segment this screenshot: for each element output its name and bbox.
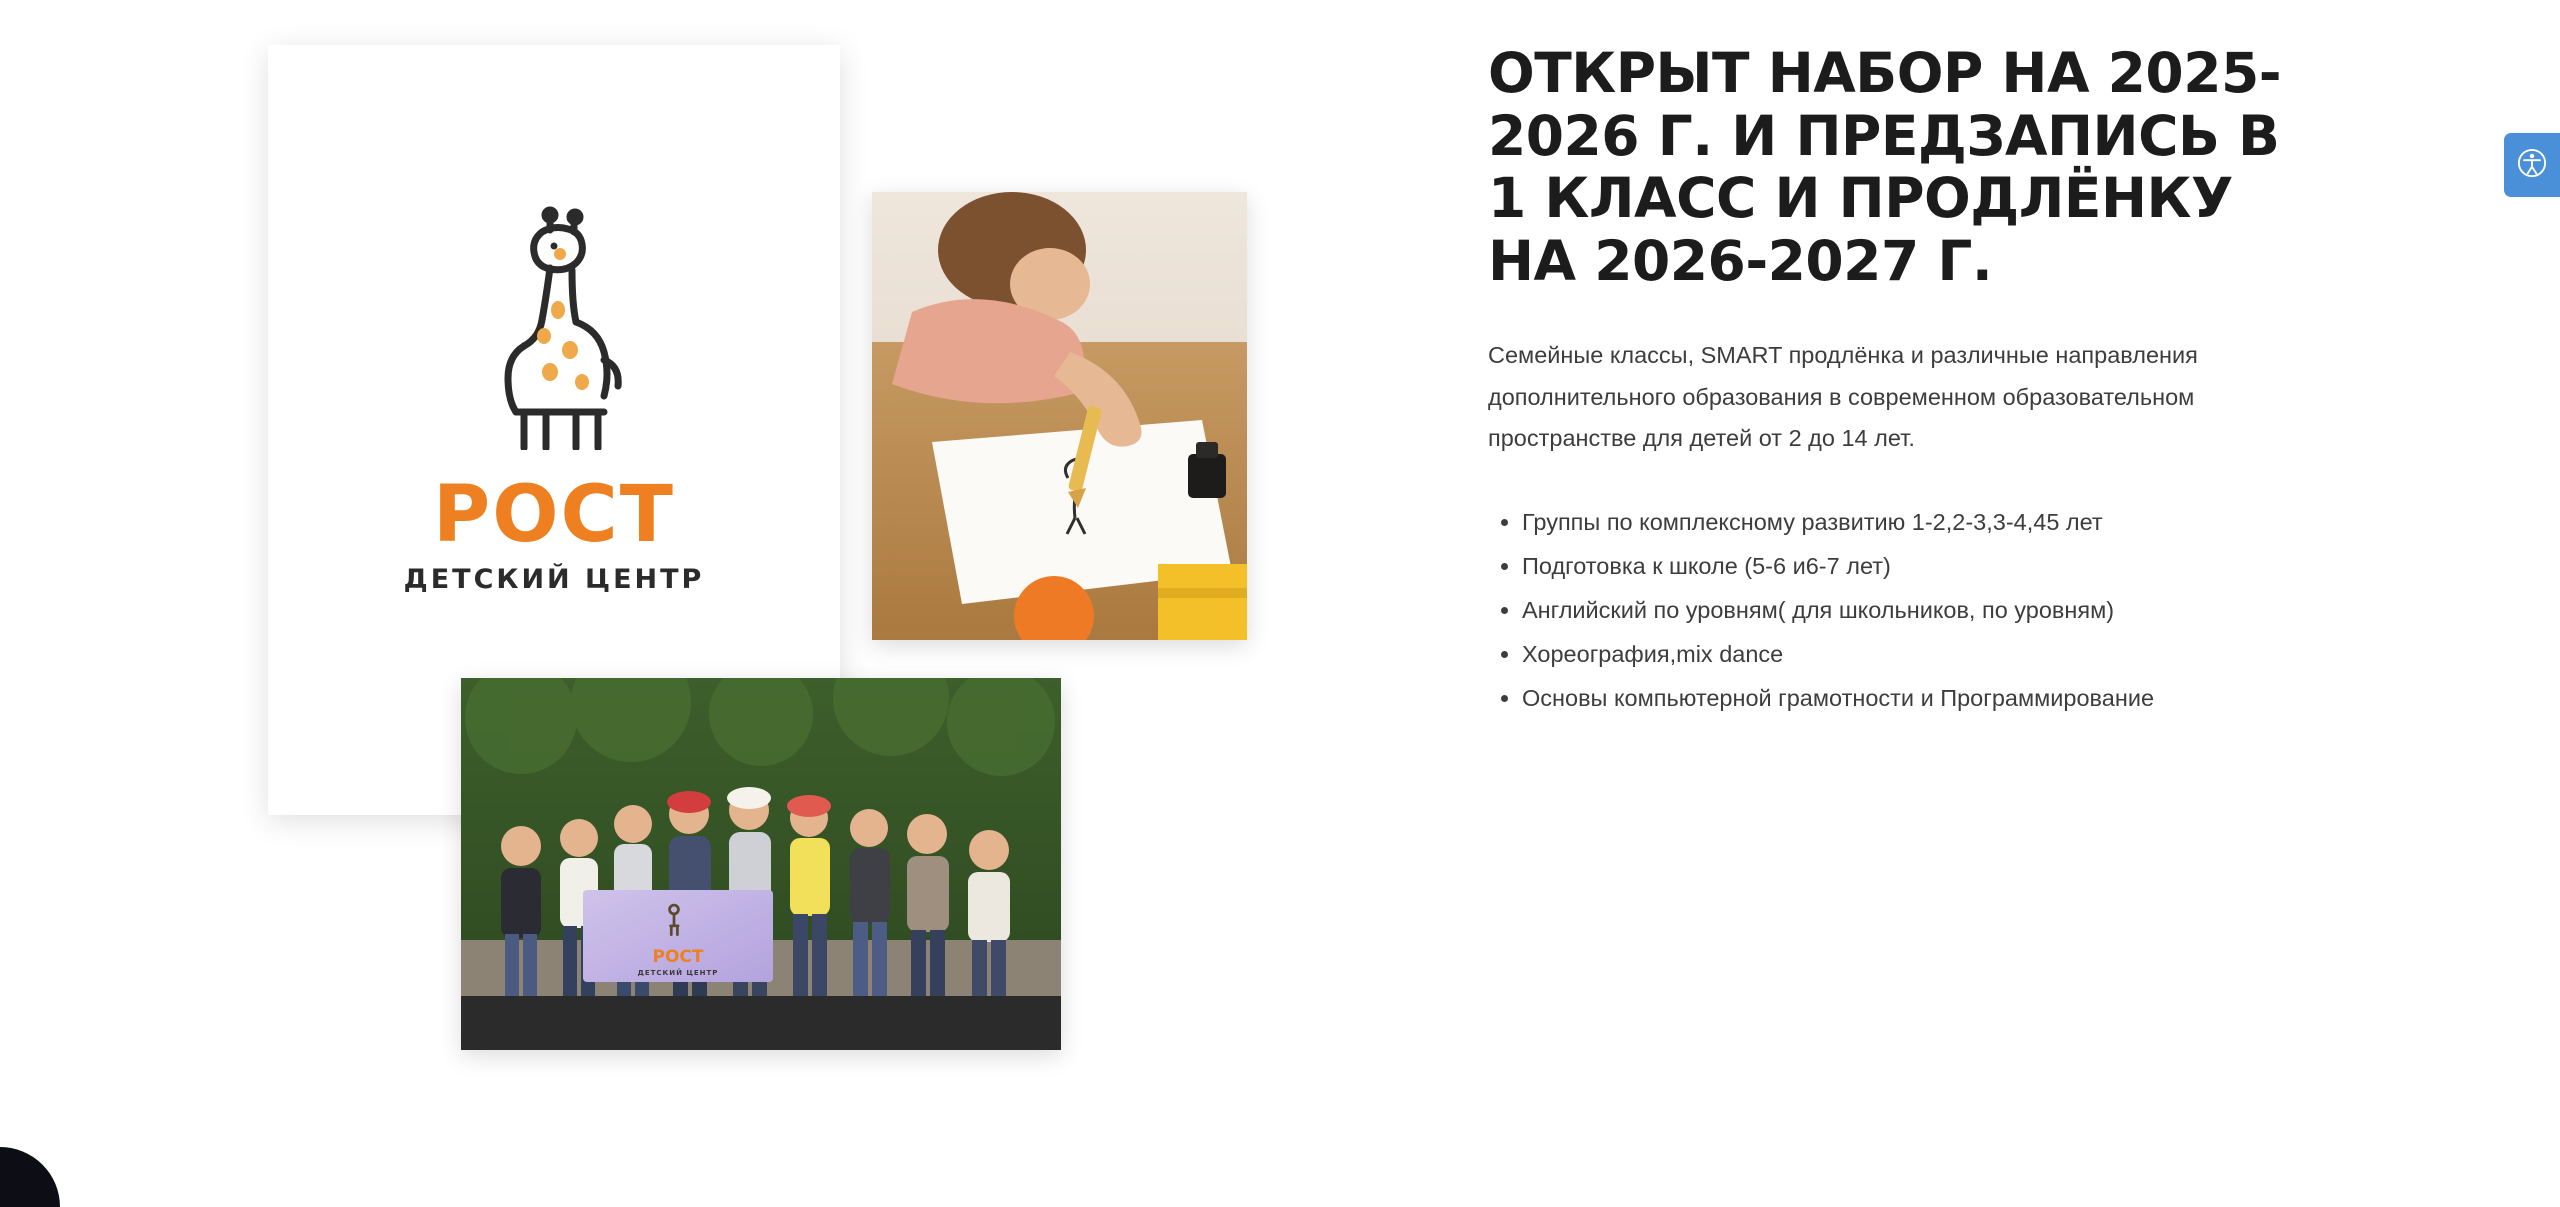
list-item: • Хореография,mix dance	[1522, 634, 2308, 676]
logo-subtitle: ДЕТСКИЙ ЦЕНТР	[403, 564, 705, 595]
intro-paragraph: Семейные классы, SMART продлёнка и различные направления дополнительного образования в современном образовательном пространстве для детей от 2 до 14 лет.	[1488, 341, 2198, 452]
list-item: • Группы по комплексному развитию 1-2,2-3,3-4,45 лет	[1522, 502, 2308, 544]
giraffe-logo-icon	[454, 200, 654, 450]
promo-content	[1488, 42, 2328, 721]
list-item: • Основы компьютерной грамотности и Программирование	[1522, 678, 2308, 720]
accessibility-icon	[2517, 148, 2547, 183]
brand-logo	[268, 200, 840, 595]
list-item: • Подготовка к школе (5-6 и6-7 лет)	[1522, 546, 2308, 588]
svg-text:РОСТ: РОСТ	[652, 947, 704, 967]
list-item: • Английский по уровням( для школьников, по уровням)	[1522, 590, 2308, 632]
logo-wordmark: РОСТ	[433, 470, 675, 560]
page-title: ОТКРЫТ НАБОР НА 2025-2026 Г. И ПРЕДЗАПИСЬ В 1 КЛАСС И ПРОДЛЁНКУ НА 2026-2027 Г.	[1488, 41, 2282, 294]
program-list	[1488, 502, 2308, 719]
svg-text:ДЕТСКИЙ ЦЕНТР: ДЕТСКИЙ ЦЕНТР	[637, 969, 719, 977]
photo-children-group	[461, 678, 1061, 1050]
photo-child-drawing	[872, 192, 1247, 640]
accessibility-widget-button[interactable]	[2504, 133, 2560, 197]
